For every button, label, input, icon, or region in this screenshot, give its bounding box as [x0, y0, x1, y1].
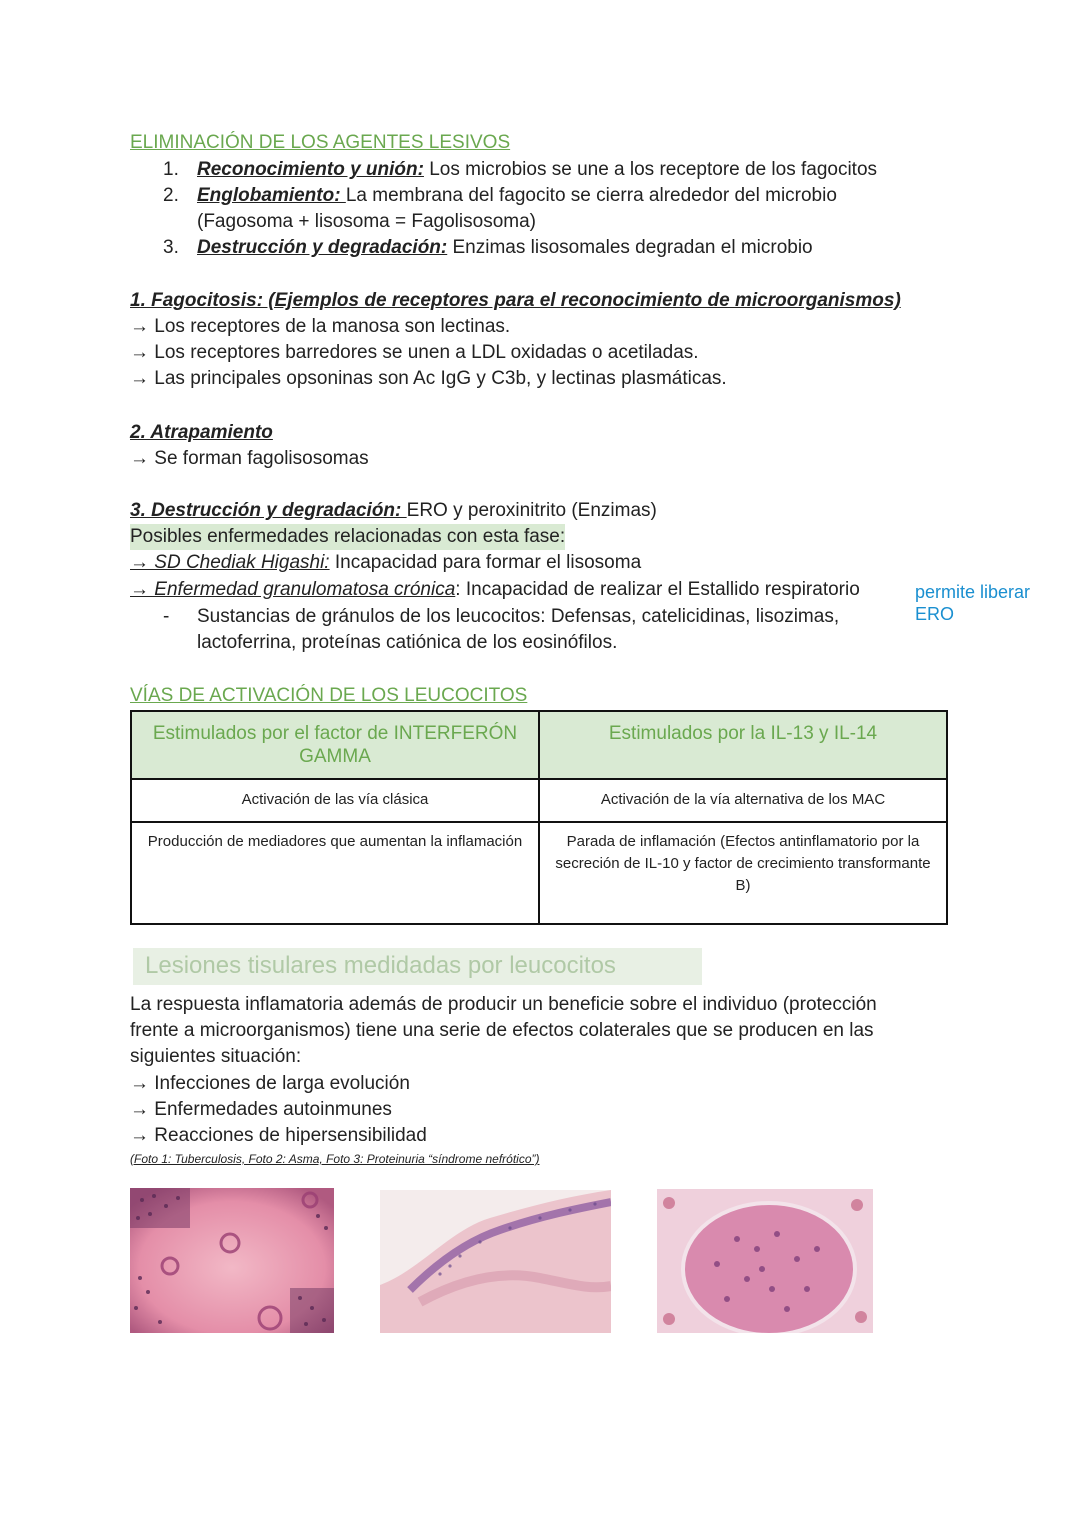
paragraph-line: frente a microorganismos) tiene una serie de efectos colaterales que se producen en las [130, 1020, 874, 1041]
table-cell: Activación de la vía alternativa de los MAC [539, 779, 947, 822]
highlighted-note: Posibles enfermedades relacionadas con esta fase: [130, 524, 565, 550]
list-item: Sustancias de gránulos de los leucocitos: Defensas, catelicidinas, lisozimas, [197, 606, 840, 627]
list-item: → SD Chediak Higashi: Incapacidad para formar el lisosoma [130, 552, 642, 573]
histology-photo-proteinuria [657, 1189, 873, 1333]
list-item: 1. Reconocimiento y unión: Los microbios se une a los receptore de los fagocitos [163, 159, 878, 180]
list-item: → Enfermedades autoinmunes [130, 1099, 392, 1120]
paragraph-line: La respuesta inflamatoria además de producir un beneficie sobre el individuo (protección [130, 994, 877, 1015]
step-term: Destrucción y degradación: [197, 237, 448, 258]
table-row [131, 822, 947, 924]
list-item: 3. Destrucción y degradación: Enzimas lisosomales degradan el microbio [163, 237, 813, 258]
table-cell: Activación de las vía clásica [131, 779, 539, 822]
list-item: → Reacciones de hipersensibilidad [130, 1125, 427, 1146]
list-item: 2. Englobamiento: La membrana del fagocito se cierra alrededor del microbio [163, 185, 837, 206]
list-item: → Infecciones de larga evolución [130, 1073, 410, 1094]
section-heading-atrapamiento: 2. Atrapamiento [130, 422, 273, 443]
bullet-dash: - [163, 606, 170, 627]
section-heading-fagocitosis: 1. Fagocitosis: (Ejemplos de receptores para el reconocimiento de microorganismos) [130, 290, 901, 311]
histology-photo-asma [380, 1190, 611, 1333]
step-term: Englobamiento: [197, 185, 346, 206]
table-header-row [131, 711, 947, 779]
section-title-eliminacion: ELIMINACIÓN DE LOS AGENTES LESIVOS [130, 132, 511, 153]
section-title-lesiones: Lesiones tisulares medidadas por leucocitos [145, 952, 616, 979]
list-item: → Las principales opsoninas son Ac IgG y C3b, y lectinas plasmáticas. [130, 368, 727, 389]
section-heading-destruccion: 3. Destrucción y degradación: ERO y peroxinitrito (Enzimas) [130, 500, 657, 521]
list-item-continuation: (Fagosoma + lisosoma = Fagolisosoma) [197, 211, 536, 232]
step-term: Reconocimiento y unión: [197, 159, 424, 180]
list-item: → Enfermedad granulomatosa crónica: Incapacidad de realizar el Estallido respiratorio [130, 579, 860, 600]
table-cell: Producción de mediadores que aumentan la inflamación [131, 822, 539, 924]
list-item: → Se forman fagolisosomas [130, 448, 369, 469]
activation-table [130, 710, 948, 925]
table-header-cell: Estimulados por la IL-13 y IL-14 [539, 711, 947, 779]
paragraph-line: siguientes situación: [130, 1046, 302, 1067]
list-item: → Los receptores barredores se unen a LDL oxidadas o acetiladas. [130, 342, 699, 363]
table-header-cell: Estimulados por el factor de INTERFERÓN GAMMA [131, 711, 539, 779]
table-cell: Parada de inflamación (Efectos antinflamatorio por la secreción de IL-10 y factor de crecimiento transformante B) [539, 822, 947, 924]
histology-photo-tuberculosis [130, 1188, 334, 1333]
photo-caption: (Foto 1: Tuberculosis, Foto 2: Asma, Foto 3: Proteinuria “síndrome nefrótico”) [130, 1152, 540, 1166]
list-item: → Los receptores de la manosa son lectinas. [130, 316, 511, 337]
section-title-vias: VÍAS DE ACTIVACIÓN DE LOS LEUCOCITOS [130, 685, 528, 706]
margin-comment: permite liberar ERO [915, 582, 1031, 624]
list-item-continuation: lactoferrina, proteínas catiónica de los eosinófilos. [197, 632, 618, 653]
table-row [131, 779, 947, 822]
